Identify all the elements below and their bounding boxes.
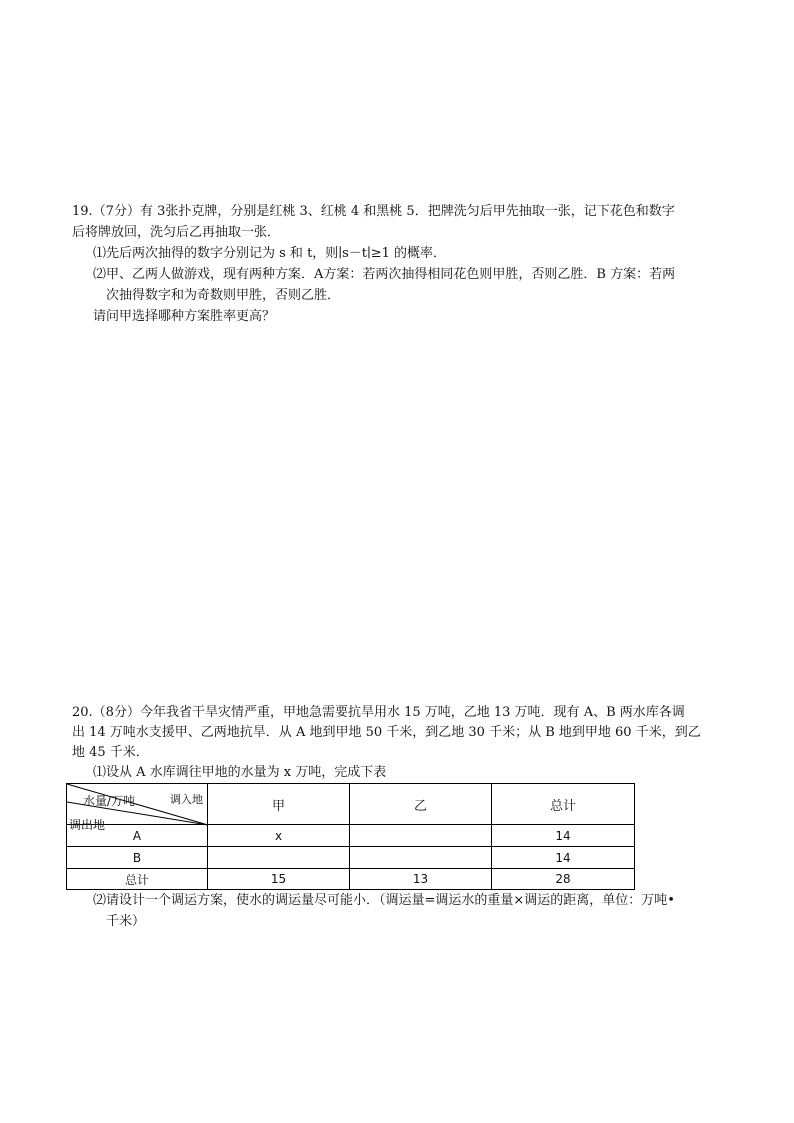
column-header-jia: 甲 xyxy=(208,784,350,825)
q19-part2-line1: ⑵甲、乙两人做游戏，现有两种方案．A方案：若两次抽得相同花色则甲胜，否则乙胜．B 方案：若两 xyxy=(93,267,676,282)
cell-total-jia: 15 xyxy=(208,869,350,890)
allocation-table xyxy=(66,783,635,890)
table-row xyxy=(67,847,635,869)
column-header-total: 总计 xyxy=(492,784,635,825)
corner-label-source: 调出地 xyxy=(69,818,106,832)
row-label-b: B xyxy=(67,847,208,869)
cell-total-yi: 13 xyxy=(350,869,492,890)
corner-label-destination: 调入地 xyxy=(170,793,203,806)
q19-stem-line1: 19.（7分）有 3张扑克牌，分别是红桃 3、红桃 4 和黑桃 5．把牌洗匀后甲先抽取一张，记下花色和数字 xyxy=(72,204,675,219)
q20-stem-line3: 地 45 千米． xyxy=(72,745,149,760)
row-label-a: A xyxy=(67,825,208,847)
q20-part2-line1: ⑵请设计一个调运方案，使水的调运量尽可能小．（调运量=调运水的重量×调运的距离，单位：万吨• xyxy=(93,893,675,908)
table-row xyxy=(67,869,635,890)
table-row xyxy=(67,825,635,847)
table-corner-cell xyxy=(67,784,208,832)
cell-b-jia xyxy=(208,847,350,869)
q19-ask: 请问甲选择哪种方案胜率更高？ xyxy=(93,309,276,324)
cell-b-yi xyxy=(350,847,492,869)
cell-a-jia: x xyxy=(208,825,350,847)
q20-stem-line2: 出 14 万吨水支援甲、乙两地抗旱．从 A 地到甲地 50 千米，到乙地 30 千米；从 B 地到甲地 60 千米，到乙 xyxy=(72,725,701,740)
cell-a-yi xyxy=(350,825,492,847)
q20-stem-line1: 20.（8分）今年我省干旱灾情严重，甲地急需要抗旱用水 15 万吨，乙地 13 万吨．现有 A、B 两水库各调 xyxy=(72,705,685,720)
q19-stem-line2: 后将牌放回，洗匀后乙再抽取一张． xyxy=(72,225,281,240)
q19-part1: ⑴先后两次抽得的数字分别记为 s 和 t，则∣s－t∣≥1 的概率． xyxy=(93,246,447,261)
row-label-total: 总计 xyxy=(67,869,208,890)
q20-part1: ⑴设从 A 水库调往甲地的水量为 x 万吨，完成下表 xyxy=(93,765,387,780)
cell-b-total: 14 xyxy=(492,847,635,869)
cell-a-total: 14 xyxy=(492,825,635,847)
q19-part2-line2: 次抽得数字和为奇数则甲胜，否则乙胜． xyxy=(106,288,341,303)
column-header-yi: 乙 xyxy=(350,784,492,825)
corner-label-quantity: 水量/万吨 xyxy=(83,794,136,808)
table-header-row xyxy=(67,784,635,825)
cell-total-total: 28 xyxy=(492,869,635,890)
q20-part2-line2: 千米） xyxy=(106,914,146,929)
